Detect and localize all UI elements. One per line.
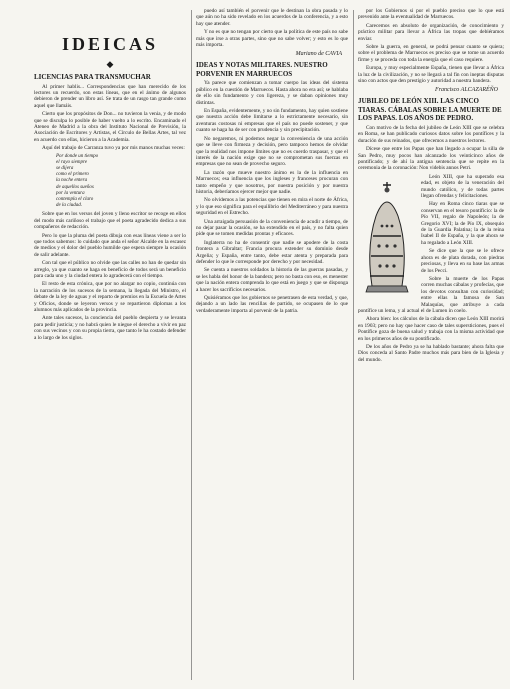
paragraph: Dícese que entre los Papas que han llegado a ocupar la silla de San Pedro, muy pocos han alcanzado los veinticinco años de pontificado; y de ahí la antigua sentencia que se repite en la ceremonia de la coronación: Non videbis annos Petri. bbox=[358, 146, 504, 172]
tiara-illustration bbox=[358, 176, 416, 300]
section-title: IDEICAS bbox=[61, 34, 159, 54]
author-signature: Francisco ALCAZARÉÑO bbox=[434, 87, 498, 94]
tiara-engraving-icon bbox=[358, 176, 416, 300]
paragraph: El resto de esta crónica, que por no alargar no copio, continúa con la narración de los sucesos de la semana, la llegada del Ministro, el debate de la ley de aguas y el reparto de premios en la Escuela de Artes y Oficios, donde se leyeron versos y se repartieron diplomas a los alumnos más aplicados de la provincia. bbox=[34, 281, 186, 314]
paragraph: Quisiéramos que los gobiernos se penetrasen de esta verdad, y que, dejando a un lado las rencillas de partido, se ocupasen de lo que verdaderamente importa al porvenir de la patria. bbox=[196, 295, 348, 314]
column-2 bbox=[196, 8, 348, 316]
paragraph: Al primer hablis... Correspondencias que han merecido de los lectores un recuerdo, son estas líneas, que en el ánimo de algunos debieron de prender un libro así. Se trata de un rasgo tan grande como aquel que llamáis. bbox=[34, 83, 186, 109]
column-rule bbox=[191, 10, 192, 680]
paragraph: En España, evidentemente, y no sin fundamento, hay quien sostiene que nuestra acción debe limitarse a lo estrictamente necesario, sin aventuras costosas ni empresas que el país no puede sostener, y que cuanto se haga ha de ser con prudencia y sin precipitación. bbox=[196, 108, 348, 134]
paragraph: Sobre que en los versos del joven y lleno escritor se recoge en ellos del modo más cariñoso el trabajo que el poeta agradecido dedica a sus compañeros de redacción. bbox=[34, 211, 186, 231]
verse-line: el rayo siempre bbox=[56, 159, 87, 165]
article-heading: LICENCIAS PARA TRANSMUCHAR bbox=[34, 73, 151, 81]
paragraph: Sobre la guerra, en general, se podrá pensar cuanto se quiera; sobre el problema de Marruecos es preciso que se tome un acuerdo firme y se proceda con toda la energía que el caso requiere. bbox=[358, 44, 504, 63]
column-rule bbox=[353, 10, 354, 680]
paragraph: Europa, y muy especialmente España, tienen que llevar a África la luz de la civilización, y no se llegará a tal fin con ineptas disputas sino con actos que den prestigio y autoridad a nuestra bandera. bbox=[358, 65, 504, 85]
author-signature: Mariano de CAVIA bbox=[295, 51, 342, 58]
paragraph: Aquí del trabajo de Carranza tuvo ya por mis manos muchas veces: bbox=[42, 145, 185, 152]
verse-line: contempla el claro bbox=[56, 196, 94, 202]
verse-line: de la ciudad. bbox=[56, 203, 82, 209]
paragraph: Hay en Roma cinco tiaras que se conservan en el tesoro pontificio: la de Pío VII, regalo de Napoleón; la de Gregorio XVI; la de Pío IX, obsequio de la Guardia Palatina; la de la reina Isabel II de España, y la que ahora se ha regalado a León XIII. bbox=[421, 201, 504, 246]
paragraph: No olvidemos a las potencias que tienen en mira el norte de África, y lo que eso significa para el equilibrio del Mediterráneo y para nuestra seguridad en el Estrecho. bbox=[196, 197, 348, 217]
paragraph: Sobre la muerte de los Papas corren muchas cábalas y profecías, que los devotos consultan con curiosidad; entre ellas la famosa de San Malaquías, que atribuye a cada pontífice un lema, y al actual el de Lumen in coelo. bbox=[358, 275, 504, 314]
verse-line: por la ventura bbox=[56, 190, 85, 196]
column-1 bbox=[34, 8, 186, 343]
paragraph: Ya parece que comienzan a tomar cuerpo las ideas del sistema público en la cuestión de Marruecos. Hasta ahora no era así; se hablaba de ello sin fundamento y con ligereza, y se daban opiniones muy distintas. bbox=[196, 80, 348, 106]
column-3 bbox=[358, 8, 504, 365]
paragraph: por los Gobiernos si por el pueblo preciso que lo que está prevenido ante la eventualidad de Marruecos. bbox=[358, 8, 504, 21]
paragraph: Con tal que el público no olvide que las calles no han de quedar sin arreglo, ya que cuanto se haga en beneficio de todos será un beneficio para cada uno y la ciudad entera lo agradecerá con el tiempo. bbox=[34, 260, 186, 280]
title-ornament: ◆ bbox=[106, 59, 114, 69]
article-heading: JUBILEO DE LEÓN XIII. LAS CINCO TIARAS. CÁBALAS SOBRE LA MUERTE DE LOS PAPAS. LOS AÑOS DE PEDRO. bbox=[358, 97, 502, 123]
verse-block bbox=[56, 154, 186, 210]
paragraph: puedo así también el porvenir que le destinan la obra pasada y lo que aún no ha sido revelado en los acuerdos de la conferencia, y a esto hay que atender. bbox=[196, 8, 348, 27]
paragraph: León XIII, que ha superado esa edad, es objeto de la veneración del mundo católico, y de todas partes llegan ofrendas y felicitaciones. bbox=[421, 173, 504, 200]
paragraph: La razón que mueve nuestro ánimo es la de la influencia en Marruecos; esa influencia que los ingleses y franceses procuran con tanto empeño y que nosotros, por nuestra posición y por nuestra historia, deberíamos ejercer mejor que nadie. bbox=[196, 169, 348, 195]
verse-line: como el primero bbox=[56, 172, 89, 178]
paragraph: Ahora bien: los cálculos de la cábala dicen que León XIII morirá en 1903; pero no hay que hacer caso de tales supersticiones, pues el Pontífice goza de buena salud y trabaja con la misma actividad que en los primeros años de su pontificado. bbox=[358, 316, 504, 342]
verse-line: se dijera bbox=[56, 165, 74, 171]
paragraph: Con motivo de la fecha del jubileo de León XIII que se celebra en Roma, se han publicado curiosos datos sobre los pontífices y la duración de sus reinados, que ofrecemos a nuestros lectores. bbox=[358, 124, 504, 144]
paragraph: Y no es que no tengan por cierto que la política de este país no sabe más que irse a otras partes, sino que no sabe volver; y esto es lo que más importa. bbox=[196, 29, 348, 49]
paragraph: Se dice que la que se le ofrece ahora es de plata dorada, con piedras preciosas, y lleva en su base las armas de los Pecci. bbox=[421, 248, 504, 274]
paragraph: No negaremos, ni podemos negar la conveniencia de una acción que se lleve con firmeza y decisión, pero tampoco hemos de olvidar que la realidad nos impone límites que no es cuerdo traspasar, y que el interés de la nación exige que no se comprometan sus fuerzas en empresas que no sean de provecho seguro. bbox=[196, 135, 348, 168]
paragraph: De los años de Pedro ya se ha hablado bastante; ahora falta que Dios conceda al Santo Padre muchos más para bien de la Iglesia y del mundo. bbox=[358, 343, 504, 363]
paragraph: Se cuenta a nuestros soldados la historia de las guerras pasadas, y se les habla del honor de la bandera; pero no basta con eso, es menester que la nación entera comprenda lo que está en juego y que se disponga a hacer los sacrificios necesarios. bbox=[196, 267, 348, 293]
paragraph: Una arraigada persuasión de la conveniencia de acudir a tiempo, de no dejar pasar la ocasión, se ha extendido en el país, y no falta quien pide que se tomen medidas prontas y eficaces. bbox=[196, 218, 348, 238]
article-heading: IDEAS Y NOTAS MILITARES. NUESTRO PORVENIR EN MARRUECOS bbox=[196, 61, 328, 78]
paragraph: Ante tales sucesos, la conciencia del pueblo despierta y se levanta para pedir justicia; y no habrá quien le niegue el derecho a vivir en paz con sus vecinos y con su propia tierra, que tanto le ha costado defender a lo largo de los siglos. bbox=[34, 315, 186, 341]
paragraph: Carecemos en absoluto de organización, de conocimiento y práctico militar para llevar a África las tropas que debiéramos enviar. bbox=[358, 22, 504, 42]
paragraph: Pero lo que la pluma del poeta dibuja con esas líneas viene a ser lo que todos sabemos: lo cuidado que anda el señor Alcalde en la escasez de medios y el dolor del pueblo humilde que espera siempre la ocasión de salir adelante. bbox=[34, 232, 186, 258]
verse-line: de aquellos sueños bbox=[56, 184, 94, 190]
paragraph: Inglaterra no ha de consentir que nadie se apodere de la costa frontera a Gibraltar; Francia procura extender su dominio desde Argelia; y España, entre tanto, debe estar atenta y preparada para defender lo que le corresponde por derecho y por necesidad. bbox=[196, 239, 348, 265]
verse-line: Por donde un tiempo bbox=[56, 153, 99, 159]
paragraph: Cierto que los propósitos de Don... no tuvieron la venia, y de modo que se disculpa lo posible de haber vuelto a lo escrito. Encaminado el Ateneo de Madrid a la obra del Instituto Nacional de Previsión, la Asociación de Escritores y Artistas, el Círculo de Bellas Artes, tal vez en acuerdo con ellas, hicieron a la Academia. bbox=[34, 111, 186, 143]
verse-line: la noche entera bbox=[56, 178, 88, 184]
